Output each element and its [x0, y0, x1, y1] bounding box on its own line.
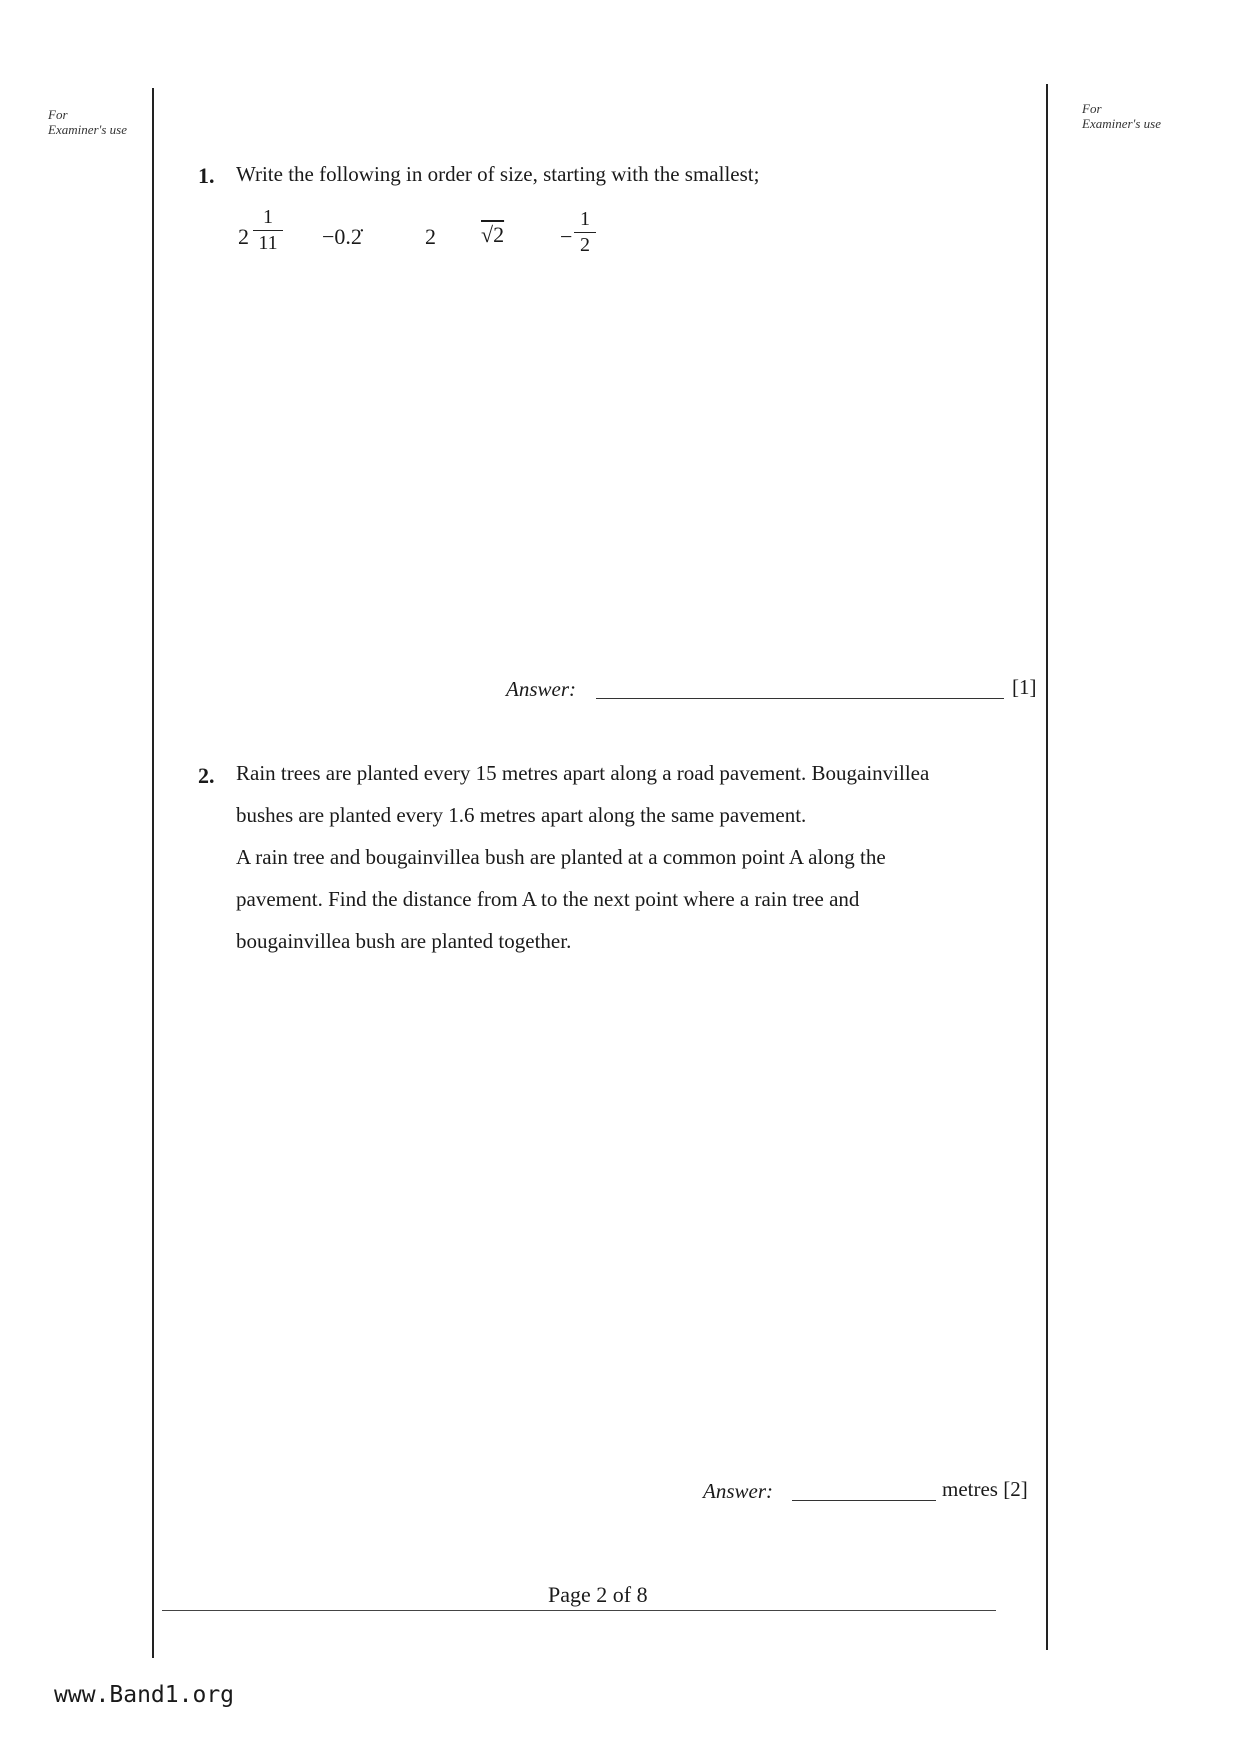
question-2-line: bushes are planted every 1.6 metres apart along the same pavement. [236, 803, 807, 827]
negative-fraction-denominator: 2 [580, 234, 590, 256]
question-2-text [236, 752, 1040, 962]
mixed-number-whole: 2 [238, 224, 249, 249]
question-2-answer-label: Answer: [703, 1479, 773, 1503]
mixed-number-numerator: 1 [263, 206, 273, 228]
page-number: Page 2 of 8 [548, 1582, 648, 1607]
right-margin-line [1046, 84, 1048, 1650]
website-link[interactable]: www.Band1.org [54, 1682, 235, 1708]
question-2-number: 2. [198, 763, 215, 788]
recurring-decimal: −0.2̇ [322, 224, 362, 249]
mixed-number-denominator: 11 [258, 232, 278, 254]
negative-fraction [574, 208, 596, 257]
question-1-text: Write the following in order of size, starting with the smallest; [236, 162, 760, 186]
question-1-number: 1. [198, 163, 215, 188]
negative-sign: − [560, 224, 573, 249]
mixed-number-fraction [253, 206, 283, 255]
square-root-value: √2 [481, 222, 505, 247]
left-margin-line [152, 88, 154, 1658]
question-2-line: pavement. Find the distance from A to the next point where a rain tree and [236, 887, 860, 911]
question-2-line: bougainvillea bush are planted together. [236, 929, 572, 953]
question-1-answer-label: Answer: [506, 677, 576, 701]
question-2-marks: metres [2] [942, 1477, 1028, 1501]
negative-fraction-numerator: 1 [580, 208, 590, 230]
question-2-line: Rain trees are planted every 15 metres apart along a road pavement. Bougainvillea [236, 761, 930, 785]
question-2-answer-line[interactable] [792, 1500, 936, 1501]
footer-divider [162, 1610, 996, 1611]
question-1-marks: [1] [1012, 675, 1037, 699]
examiner-use-left: For Examiner's use [48, 107, 127, 137]
question-2-line: A rain tree and bougainvillea bush are planted at a common point A along the [236, 845, 886, 869]
question-1-answer-line[interactable] [596, 698, 1004, 699]
integer-value: 2 [425, 224, 436, 249]
examiner-use-right: For Examiner's use [1082, 101, 1161, 131]
